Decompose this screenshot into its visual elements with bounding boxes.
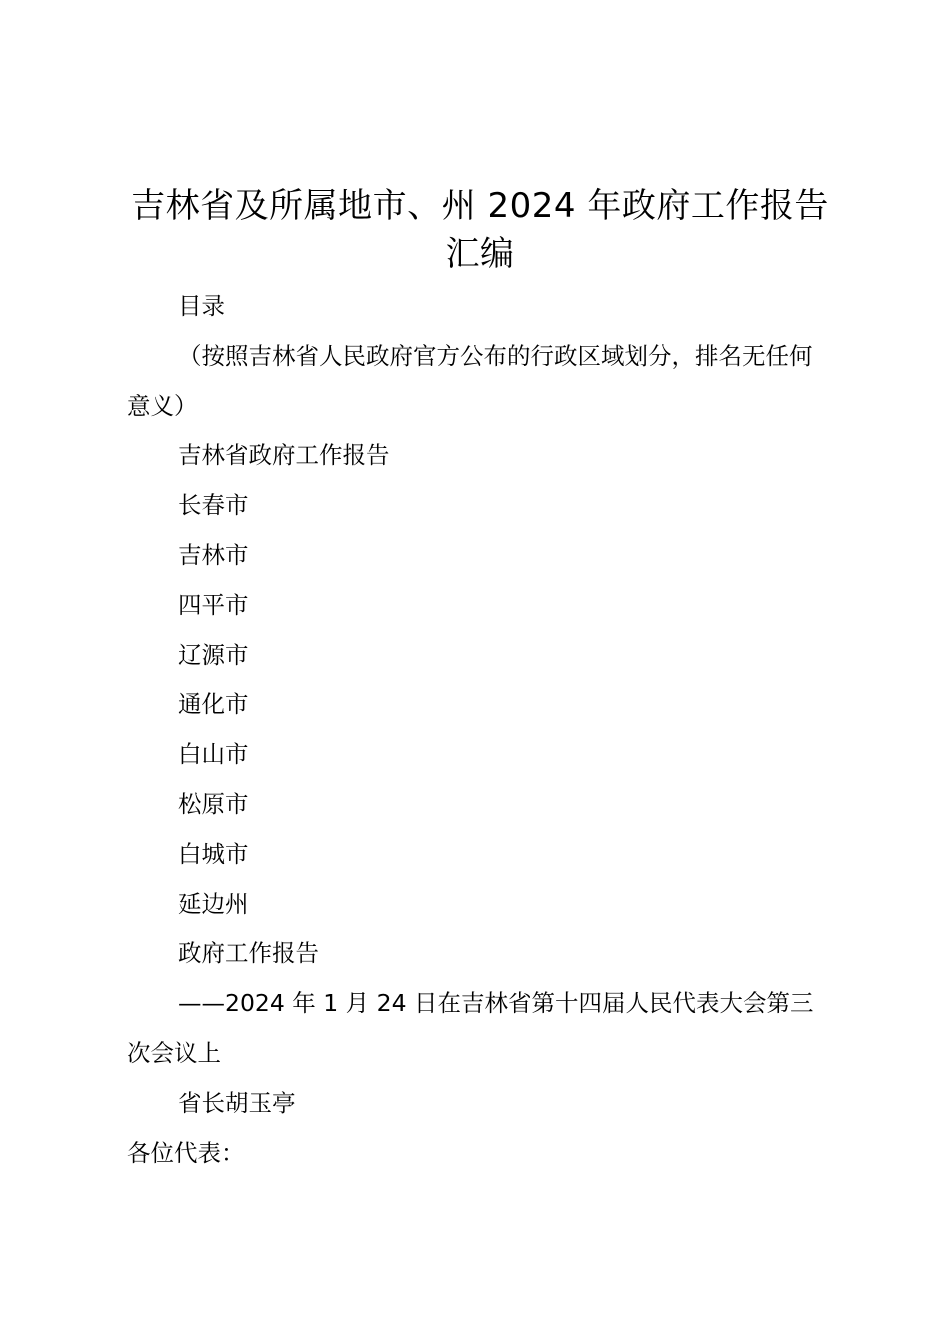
toc-item-baishan: 白山市 <box>178 740 249 769</box>
toc-item-province: 吉林省政府工作报告 <box>178 441 390 470</box>
report-subtitle: ——2024 年 1 月 24 日在吉林省第十四届人民代表大会第三次会议上 <box>127 989 814 1067</box>
salutation: 各位代表： <box>127 1138 245 1167</box>
toc-item-liaoyuan: 辽源市 <box>178 640 249 669</box>
toc-item-siping: 四平市 <box>178 590 249 619</box>
toc-item-baicheng: 白城市 <box>178 839 249 868</box>
document-body <box>127 282 833 1178</box>
toc-item-jilin-city: 吉林市 <box>178 540 249 569</box>
toc-item-changchun: 长春市 <box>178 491 249 520</box>
toc-note: （按照吉林省人民政府官方公布的行政区域划分，排名无任何意义） <box>127 341 813 420</box>
toc-item-songyuan: 松原市 <box>178 789 249 818</box>
report-title: 政府工作报告 <box>178 939 319 968</box>
toc-item-tonghua: 通化市 <box>178 690 249 719</box>
toc-heading: 目录 <box>178 292 225 320</box>
document-title: 吉林省及所属地市、州 2024 年政府工作报告汇编 <box>131 186 829 274</box>
toc-item-yanbian: 延边州 <box>178 889 249 918</box>
speaker-line: 省长胡玉亭 <box>178 1088 296 1117</box>
